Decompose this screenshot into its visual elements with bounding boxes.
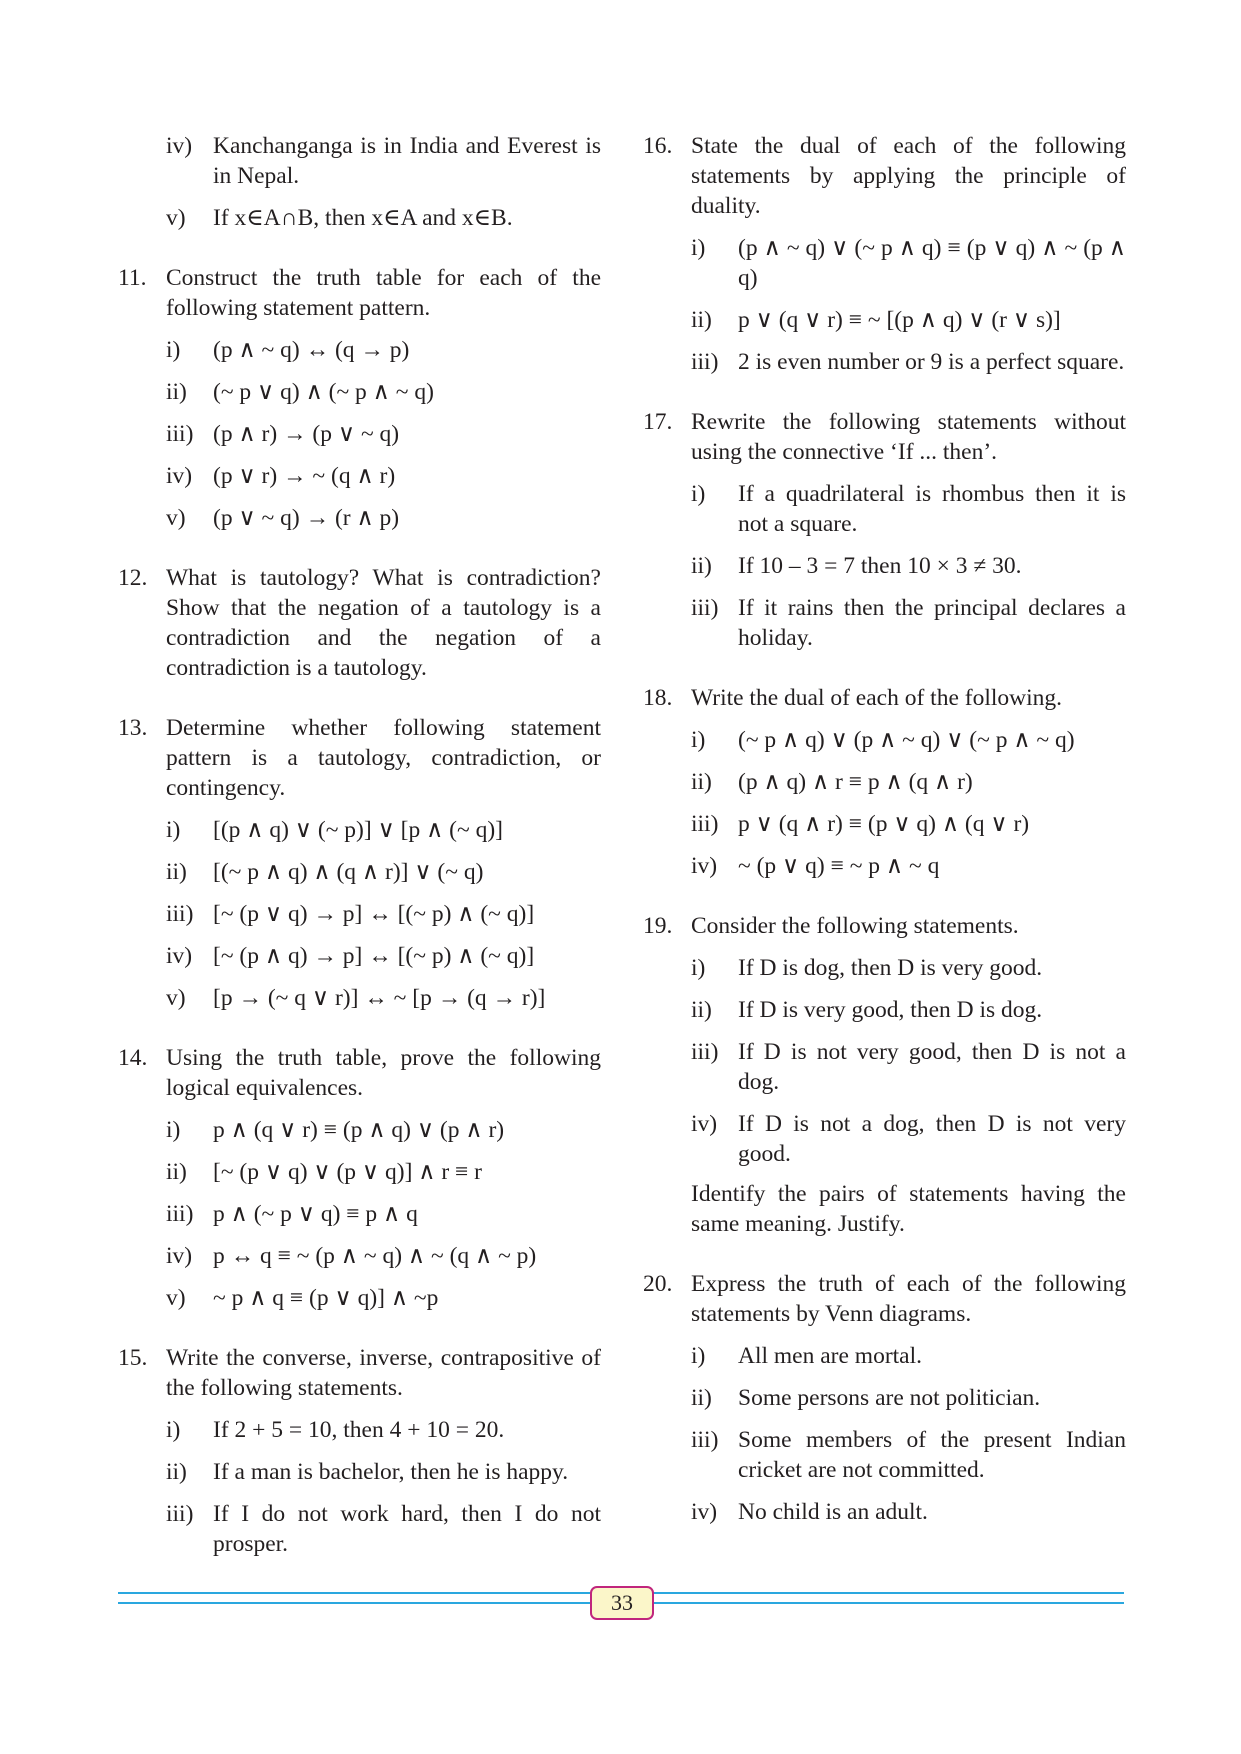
question-number: 16. xyxy=(643,133,673,159)
sub-item-label: v) xyxy=(166,985,186,1011)
question-number: 15. xyxy=(118,1345,148,1371)
sub-item xyxy=(691,479,1126,539)
sub-item-label: iv) xyxy=(166,133,193,159)
question-block xyxy=(643,911,1126,1239)
sub-item-text: If it rains then the principal declares a holiday. xyxy=(738,595,1126,651)
question-text: Write the converse, inverse, contrapositive of the following statements. xyxy=(166,1345,601,1401)
sub-item xyxy=(691,347,1126,377)
sub-item xyxy=(691,851,1126,881)
sub-item-text: If a quadrilateral is rhombus then it is not a square. xyxy=(738,481,1126,537)
sub-item xyxy=(691,1425,1126,1485)
sub-item-text: p ∧ (~ p ∨ q) ≡ p ∧ q xyxy=(213,1201,418,1227)
sub-item-label: iii) xyxy=(691,1039,719,1065)
sub-item-label: iii) xyxy=(166,1201,194,1227)
question xyxy=(118,563,601,683)
sub-item-text: (~ p ∨ q) ∧ (~ p ∧ ~ q) xyxy=(213,379,434,405)
question-note: Identify the pairs of statements having the same meaning. Justify. xyxy=(691,1181,1126,1237)
sub-item-label: iii) xyxy=(691,349,719,375)
sub-item xyxy=(166,1157,601,1187)
sub-item-label: ii) xyxy=(691,997,712,1023)
sub-item-label: iii) xyxy=(691,1427,719,1453)
sub-item-label: ii) xyxy=(166,859,187,885)
question-number: 11. xyxy=(118,265,147,291)
sub-item xyxy=(691,725,1126,755)
sub-item-label: ii) xyxy=(691,1385,712,1411)
sub-item-label: v) xyxy=(166,505,186,531)
sub-item xyxy=(166,1457,601,1487)
question-block xyxy=(643,131,1126,377)
sub-item-label: iv) xyxy=(691,1111,718,1137)
sub-item xyxy=(691,305,1126,335)
question-text: Write the dual of each of the following. xyxy=(691,685,1063,711)
sub-item-label: i) xyxy=(691,1343,706,1369)
question-text: Using the truth table, prove the following logical equivalences. xyxy=(166,1045,601,1101)
sub-item-text: If I do not work hard, then I do not prosper. xyxy=(213,1501,601,1557)
left-column xyxy=(118,131,601,1559)
sub-item-text: If D is very good, then D is dog. xyxy=(738,997,1043,1023)
sub-item xyxy=(691,233,1126,293)
sub-item-label: iv) xyxy=(691,1499,718,1525)
sub-item-label: iv) xyxy=(166,463,193,489)
sub-item xyxy=(691,551,1126,581)
sub-item xyxy=(166,1415,601,1445)
sub-item xyxy=(166,857,601,887)
sub-item-text: Some members of the present Indian cricket are not committed. xyxy=(738,1427,1126,1483)
sub-item-text: All men are mortal. xyxy=(738,1343,923,1369)
sub-item xyxy=(166,1499,601,1559)
sub-item xyxy=(166,1199,601,1229)
sub-item-text: 2 is even number or 9 is a perfect square. xyxy=(738,349,1125,375)
question xyxy=(643,407,1126,467)
question-block xyxy=(118,1043,601,1313)
question xyxy=(118,1043,601,1103)
question-text: Express the truth of each of the following statements by Venn diagrams. xyxy=(691,1271,1126,1327)
question-block xyxy=(118,131,601,233)
sub-item xyxy=(166,1115,601,1145)
question-text: Determine whether following statement pattern is a tautology, contradiction, or contingency. xyxy=(166,715,601,801)
right-column xyxy=(643,131,1126,1527)
sub-item-label: i) xyxy=(691,481,706,507)
question-number: 13. xyxy=(118,715,148,741)
sub-item-label: ii) xyxy=(166,379,187,405)
sub-item-label: iii) xyxy=(691,595,719,621)
sub-item-text: p ∨ (q ∨ r) ≡ ~ [(p ∧ q) ∨ (r ∨ s)] xyxy=(738,307,1061,333)
sub-item-text: No child is an adult. xyxy=(738,1499,928,1525)
question xyxy=(643,1269,1126,1329)
sub-item xyxy=(166,815,601,845)
question-block xyxy=(118,563,601,683)
sub-item-label: iii) xyxy=(166,1501,194,1527)
question-number: 14. xyxy=(118,1045,148,1071)
sub-item-text: ~ p ∧ q ≡ (p ∨ q)] ∧ ~p xyxy=(213,1285,439,1311)
question-block xyxy=(643,683,1126,881)
question-text: Consider the following statements. xyxy=(691,913,1019,939)
sub-item xyxy=(166,335,601,365)
question-text: State the dual of each of the following statements by applying the principle of duality. xyxy=(691,133,1126,219)
sub-item-label: iv) xyxy=(166,943,193,969)
sub-item xyxy=(166,983,601,1013)
sub-item-text: [~ (p ∧ q) → p] ↔ [(~ p) ∧ (~ q)] xyxy=(213,943,535,969)
question-block xyxy=(643,1269,1126,1527)
sub-item xyxy=(166,941,601,971)
sub-item-text: Some persons are not politician. xyxy=(738,1385,1041,1411)
sub-item-label: i) xyxy=(166,1417,181,1443)
question xyxy=(643,911,1126,941)
sub-item xyxy=(691,1341,1126,1371)
sub-item-text: (p ∨ ~ q) → (r ∧ p) xyxy=(213,505,400,531)
sub-item-label: iii) xyxy=(166,421,194,447)
question-block xyxy=(643,407,1126,653)
question-number: 12. xyxy=(118,565,148,591)
sub-item-label: i) xyxy=(166,1117,181,1143)
sub-item-label: i) xyxy=(691,727,706,753)
sub-item-text: If D is dog, then D is very good. xyxy=(738,955,1043,981)
sub-item-text: [~ (p ∨ q) ∨ (p ∨ q)] ∧ r ≡ r xyxy=(213,1159,482,1185)
sub-item-text: [(p ∧ q) ∨ (~ p)] ∨ [p ∧ (~ q)] xyxy=(213,817,503,843)
question-number: 20. xyxy=(643,1271,673,1297)
sub-item-text: If a man is bachelor, then he is happy. xyxy=(213,1459,569,1485)
sub-item xyxy=(691,1497,1126,1527)
sub-item-label: ii) xyxy=(691,553,712,579)
sub-item-text: (p ∨ r) → ~ (q ∧ r) xyxy=(213,463,396,489)
question-block xyxy=(118,713,601,1013)
sub-item-text: [(~ p ∧ q) ∧ (q ∧ r)] ∨ (~ q) xyxy=(213,859,484,885)
sub-item-text: Kanchanganga is in India and Everest is in Nepal. xyxy=(213,133,601,189)
sub-item-label: i) xyxy=(166,817,181,843)
sub-item-label: iii) xyxy=(691,811,719,837)
sub-item-label: i) xyxy=(166,337,181,363)
question-number: 18. xyxy=(643,685,673,711)
sub-item xyxy=(691,1383,1126,1413)
sub-item xyxy=(166,503,601,533)
sub-item-text: p ∨ (q ∧ r) ≡ (p ∨ q) ∧ (q ∨ r) xyxy=(738,811,1030,837)
sub-item-text: p ∧ (q ∨ r) ≡ (p ∧ q) ∨ (p ∧ r) xyxy=(213,1117,505,1143)
sub-item-text: (p ∧ ~ q) ∨ (~ p ∧ q) ≡ (p ∨ q) ∧ ~ (p ∧ q) xyxy=(738,235,1126,291)
sub-item-label: ii) xyxy=(691,769,712,795)
sub-item-text: (p ∧ r) → (p ∨ ~ q) xyxy=(213,421,400,447)
sub-item-text: ~ (p ∨ q) ≡ ~ p ∧ ~ q xyxy=(738,853,940,879)
sub-item xyxy=(691,1037,1126,1097)
question xyxy=(118,263,601,323)
question-text: Rewrite the following statements without using the connective ‘If ... then’. xyxy=(691,409,1126,465)
question-block xyxy=(118,263,601,533)
question-number: 19. xyxy=(643,913,673,939)
sub-item-label: ii) xyxy=(691,307,712,333)
sub-item xyxy=(166,203,601,233)
sub-item-text: (p ∧ q) ∧ r ≡ p ∧ (q ∧ r) xyxy=(738,769,973,795)
sub-item-text: p ↔ q ≡ ~ (p ∧ ~ q) ∧ ~ (q ∧ ~ p) xyxy=(213,1243,537,1269)
sub-item xyxy=(166,131,601,191)
sub-item-text: (p ∧ ~ q) ↔ (q → p) xyxy=(213,337,410,363)
sub-item-label: v) xyxy=(166,1285,186,1311)
sub-item-label: iv) xyxy=(691,853,718,879)
question xyxy=(643,131,1126,221)
sub-item xyxy=(166,461,601,491)
sub-item-text: If 10 – 3 = 7 then 10 × 3 ≠ 30. xyxy=(738,553,1022,579)
sub-item xyxy=(166,377,601,407)
question-text: What is tautology? What is contradiction? Show that the negation of a tautology is a contradiction and the negation of a contradiction is a tautology. xyxy=(166,565,601,681)
question-number: 17. xyxy=(643,409,673,435)
sub-item-label: iii) xyxy=(166,901,194,927)
sub-item xyxy=(691,995,1126,1025)
sub-item xyxy=(691,767,1126,797)
sub-item-label: ii) xyxy=(166,1159,187,1185)
sub-item xyxy=(691,953,1126,983)
sub-item-label: i) xyxy=(691,235,706,261)
sub-item xyxy=(166,419,601,449)
sub-item-text: If 2 + 5 = 10, then 4 + 10 = 20. xyxy=(213,1417,505,1443)
sub-item-label: v) xyxy=(166,205,186,231)
sub-item-text: If x∈A∩B, then x∈A and x∈B. xyxy=(213,205,513,231)
question xyxy=(118,713,601,803)
sub-item-label: iv) xyxy=(166,1243,193,1269)
question-block xyxy=(118,1343,601,1559)
sub-item-text: [p → (~ q ∨ r)] ↔ ~ [p → (q → r)] xyxy=(213,985,546,1011)
sub-item xyxy=(166,1241,601,1271)
sub-item-text: [~ (p ∨ q) → p] ↔ [(~ p) ∧ (~ q)] xyxy=(213,901,535,927)
sub-item xyxy=(691,809,1126,839)
sub-item xyxy=(166,1283,601,1313)
sub-item xyxy=(166,899,601,929)
sub-item xyxy=(691,593,1126,653)
question xyxy=(118,1343,601,1403)
question xyxy=(643,683,1126,713)
sub-item-label: i) xyxy=(691,955,706,981)
sub-item-label: ii) xyxy=(166,1459,187,1485)
sub-item-text: If D is not very good, then D is not a dog. xyxy=(738,1039,1126,1095)
sub-item-text: If D is not a dog, then D is not very good. xyxy=(738,1111,1126,1167)
page-number: 33 xyxy=(590,1586,654,1620)
sub-item-text: (~ p ∧ q) ∨ (p ∧ ~ q) ∨ (~ p ∧ ~ q) xyxy=(738,727,1075,753)
sub-item xyxy=(691,1109,1126,1169)
question-text: Construct the truth table for each of the following statement pattern. xyxy=(166,265,601,321)
